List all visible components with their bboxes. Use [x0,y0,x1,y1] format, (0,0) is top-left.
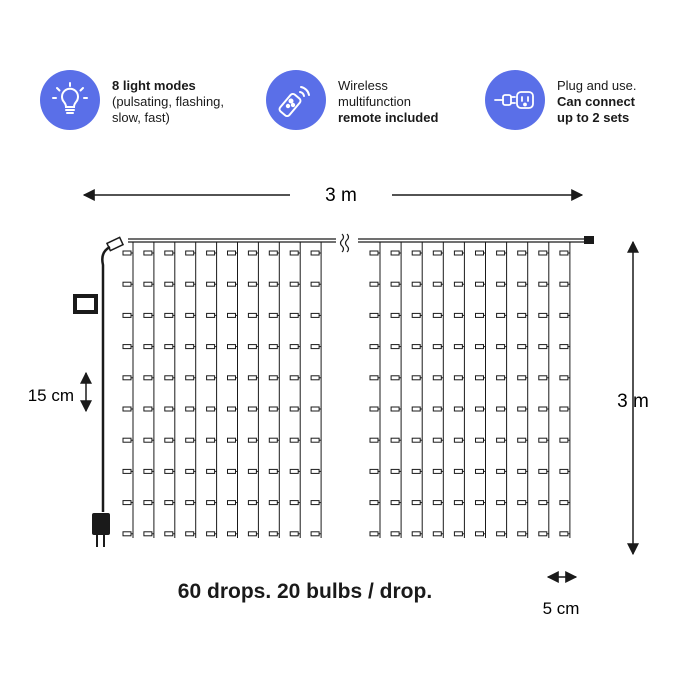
bulb [207,469,215,473]
bulb [539,438,547,442]
bulb [228,438,236,442]
bulb [433,532,441,536]
controller-screen [77,298,94,310]
bulb [269,438,277,442]
bulb [248,282,256,286]
bulb [370,501,378,505]
bulb [269,282,277,286]
bulb [454,376,462,380]
bulb [186,469,194,473]
bulb [186,532,194,536]
bulb [123,501,131,505]
bulb [228,469,236,473]
bulb [518,438,526,442]
bulb [248,376,256,380]
bulb [412,345,420,349]
bulb [560,376,568,380]
bulb [311,376,319,380]
bulb [290,282,298,286]
bulb [391,407,399,411]
bulb [269,376,277,380]
bulb [123,251,131,255]
bulb [186,407,194,411]
feature-line: slow, fast) [112,110,170,125]
bulb [476,282,484,286]
bulb [476,376,484,380]
bulb [144,345,152,349]
bulb [165,438,173,442]
end-plug [584,236,594,244]
feature-line: up to 2 sets [557,110,630,125]
bulb [539,313,547,317]
bulb [186,282,194,286]
bulb [518,532,526,536]
bulb [518,345,526,349]
bulb [290,501,298,505]
bulb [412,376,420,380]
bulb [497,438,505,442]
bulb [311,532,319,536]
bulb [391,469,399,473]
feature-line: Plug and use. [557,78,637,93]
bulb [560,407,568,411]
bulb [165,251,173,255]
bulb [497,313,505,317]
bulb [144,313,152,317]
bulb [433,501,441,505]
bulb [370,345,378,349]
bulb [311,501,319,505]
bulb [290,345,298,349]
bulb [433,469,441,473]
bulb [370,469,378,473]
bulb [539,469,547,473]
bulb [144,376,152,380]
bulb [311,345,319,349]
bulb [433,282,441,286]
bulb [412,407,420,411]
bulb [165,282,173,286]
wire-break-icon [341,234,349,252]
bulb [144,407,152,411]
bulb [269,407,277,411]
bulb [560,313,568,317]
bulb [228,501,236,505]
bulb [370,282,378,286]
bulb [454,501,462,505]
bulb [290,532,298,536]
bulb [391,313,399,317]
bulb [269,469,277,473]
bulb [391,532,399,536]
bulb [290,469,298,473]
bulb [186,438,194,442]
bulb [290,407,298,411]
bulb [518,501,526,505]
bulb [144,469,152,473]
bulb [370,532,378,536]
feature-line: multifunction [338,94,411,109]
bulb [539,376,547,380]
bulb [497,532,505,536]
bulb [228,251,236,255]
bulb [391,376,399,380]
bulb [560,532,568,536]
bulb [186,313,194,317]
bulb [476,251,484,255]
bulb [144,532,152,536]
bulb [518,282,526,286]
bulb [539,501,547,505]
bulb [144,282,152,286]
bulb [165,469,173,473]
bulb [518,376,526,380]
bulb [539,251,547,255]
bulb [539,407,547,411]
bulb [454,251,462,255]
bulb [165,407,173,411]
bulb [186,501,194,505]
bulb [165,313,173,317]
bulb [412,282,420,286]
bulb [560,469,568,473]
bulb [269,345,277,349]
bulb [518,407,526,411]
bulb [290,313,298,317]
bulb [248,407,256,411]
bulb [560,501,568,505]
bulb [207,313,215,317]
bulb [497,251,505,255]
bulb [248,469,256,473]
bulb [207,376,215,380]
bulb [144,438,152,442]
bulb [207,438,215,442]
bulb [454,532,462,536]
bulb-spacing-label: 15 cm [27,386,74,405]
bulb [391,501,399,505]
bulb [476,345,484,349]
bulb [370,438,378,442]
power-plug [92,513,110,535]
bulb [123,407,131,411]
bulb [311,407,319,411]
feature-line: Wireless [338,78,388,93]
bulb [290,438,298,442]
bulb [560,438,568,442]
feature-line: 8 light modes [112,78,196,93]
bulb [454,313,462,317]
bulb [370,376,378,380]
bulb [123,282,131,286]
bulb [269,313,277,317]
bulb [560,282,568,286]
bulb [412,501,420,505]
bulb [370,407,378,411]
bulb [497,345,505,349]
bulb [518,313,526,317]
bulb [412,251,420,255]
bulb [433,345,441,349]
bulb [144,501,152,505]
feature-line: remote included [338,110,439,125]
bulb [433,438,441,442]
height-label: 3 m [617,391,649,412]
bulb [412,532,420,536]
bulb [539,345,547,349]
bulb [454,282,462,286]
bulb [123,345,131,349]
bulb [433,376,441,380]
bulb [228,376,236,380]
bulb [476,469,484,473]
bulb [269,501,277,505]
bulb [228,345,236,349]
drop-spacing-label: 5 cm [542,599,580,618]
bulb [412,469,420,473]
bulb [433,407,441,411]
bulb [497,282,505,286]
bulb [311,313,319,317]
bulb [207,407,215,411]
bulb [476,501,484,505]
bulb [518,469,526,473]
bulb [391,438,399,442]
bulb [454,469,462,473]
bulb [290,251,298,255]
bulb [454,345,462,349]
bulb [165,532,173,536]
bulb [311,469,319,473]
bulb [311,251,319,255]
bulb [248,438,256,442]
bulb [248,501,256,505]
bulb [433,251,441,255]
bulb [228,407,236,411]
bulb [391,345,399,349]
bulb [412,313,420,317]
bulb [497,469,505,473]
bulb [207,532,215,536]
bulb [186,345,194,349]
bulb [123,532,131,536]
bulb [269,251,277,255]
bulb [412,438,420,442]
bulb [560,345,568,349]
bulb [311,282,319,286]
bulb [123,313,131,317]
bulb [391,282,399,286]
bulb [497,407,505,411]
bulb [228,313,236,317]
bulb [476,313,484,317]
bulb [207,345,215,349]
bulb [391,251,399,255]
feature-line: Can connect [557,94,636,109]
bulb [144,251,152,255]
light-drops [123,242,570,538]
bulb [207,282,215,286]
bulb [186,251,194,255]
bulb [123,438,131,442]
bulb [454,438,462,442]
bulb [165,345,173,349]
bulb [311,438,319,442]
caption: 60 drops. 20 bulbs / drop. [177,580,433,603]
bulb [248,532,256,536]
bulb [228,532,236,536]
bulb [123,469,131,473]
bulb [539,532,547,536]
bulb [497,501,505,505]
bulb [433,313,441,317]
bulb [539,282,547,286]
feature-line: (pulsating, flashing, [112,94,225,109]
bulb [370,251,378,255]
bulb [560,251,568,255]
bulb [207,251,215,255]
bulb [454,407,462,411]
bulb [370,313,378,317]
bulb [165,501,173,505]
bulb [248,313,256,317]
bulb [248,345,256,349]
bulb [290,376,298,380]
lead-cable [102,247,110,512]
top-wire [128,239,586,242]
bulb [476,407,484,411]
bulb [123,376,131,380]
bulb [476,438,484,442]
bulb [269,532,277,536]
bulb [228,282,236,286]
bulb [186,376,194,380]
bulb [518,251,526,255]
width-label: 3 m [325,185,357,206]
bulb [165,376,173,380]
bulb [497,376,505,380]
bulb [248,251,256,255]
bulb [207,501,215,505]
bulb [476,532,484,536]
